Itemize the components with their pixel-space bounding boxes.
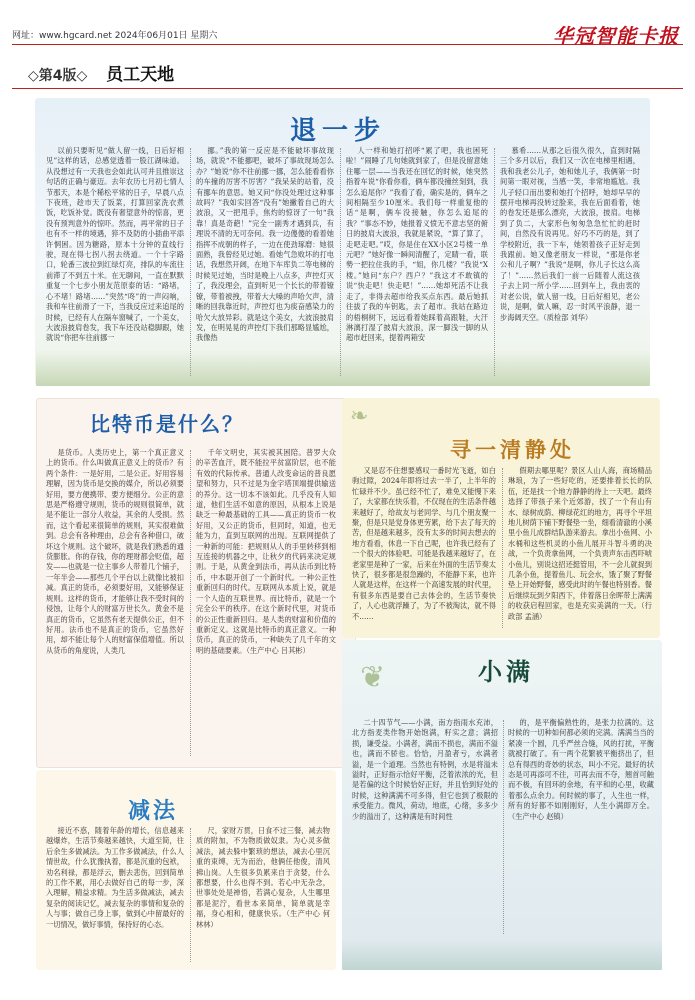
article-column — [352, 466, 496, 632]
plant-icon: ❦ — [360, 660, 386, 695]
article-title: 比特币是什么？ — [90, 412, 244, 436]
article-title: 减法 — [128, 799, 179, 824]
article-column — [346, 146, 488, 380]
article-text: 挪。”我的第一反应是不能破坏事故现场，就说“不能挪吧，破坏了事故现场怎么办？”她说“你不往前挪一挪，怎么能看看你的车撞的厉害不厉害？”我呆呆的站着，没有挪车的意思。她又问“你没处理过这种事故吗？”我如实回答“没有”她撇着自己的大波浪，又一把甩手，焦灼的惊讶了一句“我靠！真是奇葩！”完全一副秀才遇到兵，有理说不清的无可奈何。我一边傻傻的看着她指挥不成朝的样子，一边在使劲琢磨：她很面熟，我曾经见过她。看她气急败坏的打电话，我想然开阔，在地下车库负二等电梯的时候见过她，当时是晚上八点多，声控灯灭了，我没理会，直到听见一个长长的带着镣镣，带着被拽，带着大大嗓的声哈欠声，清晰的回我靠近时，声控灯也为痰奋感染力的哈欠大放异彩。就是这个美女，大波浪披肩发，在明晃晃的声控灯下我们那略显尴尬，我像热 — [196, 146, 334, 343]
leaf-icon: ❧ — [350, 404, 369, 429]
column-divider — [190, 148, 191, 376]
edition-marker: ◇第4版◇ — [28, 68, 88, 84]
article-column — [196, 146, 334, 380]
article-column — [46, 448, 184, 760]
article-text: 人一样和她打招呼“累了吧，我也困死啦！”闹睡了几句她就到家了，但是没留意她住哪一层——当我还在回忆的时候，她突然指着车说“你看你看，俩车都没撞丝刻到，我怎么追尾你？”我看了看，确实是的，俩车之间相隔至少10厘米。我们每一样重复他的话“是啊，俩车没接触，你怎么追尾的我？”事态不妙，她报着义愤无不意志坚的俯日的披肩大波浪，我就是紧说，“算了算了，走吧走吧。”哎，你是住在XX小区2号楼一单元吧？”她好像一瞬间清醒了，定睛一看，联勢一把拉住我的手，“姐，你几楼？”我说“X楼。”她问“东户？西户？”我这才不敢镇的说“快走吧！快走吧！”……她却死活不让我走了，非得去超市给我买点东西。最后她抓往拔了我的车钥匙，去了超市。我站在路边的梧桐树下，远远看着她踩着高跟鞋，大汗淋漓打湿了披肩大波浪，深一脚浅一脚的从超市赶回来，提着两箱安 — [346, 146, 488, 343]
article-column — [508, 718, 654, 938]
article-text: 慕希……从那之后很久很久，直到时隔三个多月以后，我们又一次在电梯里相遇，我和我老公儿子，她和她儿子，我俩第一时间第一眼对视，当感一笑，非常地尴尬。我儿子轻口而出要和她打个招呼，她却早早的摆开电梯再没转过脸来，我在后面看着，她的卷发还是那么漂亮，大波浪，披肩。电梯到了负二，大家形色匆匆急急忙忙的赶时间，自然没有说再见。好巧不巧的是，到了学校附近，我一下车，她领着孩子正好走到我跟前。她又像老朋友一样说，“那是你老公和儿子啊？”我说“是啊，你儿子长这么高了！”……然后我们一前一后随着人流这孩子去上同一所小学……回到车上，我由衷的对老公说，做人留一线，日后好相见，老公说，是啊，做人嘛，忍一时风平浪静，退一步海阔天空。（质检部 刘华） — [500, 146, 640, 322]
article-text: 假期去哪里呢？景区人山人海，商场精品琳琅，为了一些好吃的，还要排着长长的队伍，还是找一个地方静静的待上一天吧。最终选择了带孩子来个近郊游，找了一个有山有水、绿树成荫、柳绿花红的地方，再寻个平坦地儿树荫下铺下野餐垫一坐，细看清澈的小溪里小鱼儿成群结队游来游去。拿出小鱼网、小水桶和这些机灵的小鱼儿展开斗智斗勇的决战，一个负责拿鱼网，一个负责声东击西吓唬小鱼儿，别说这招还挺管用，不一会儿就捉到几条小鱼，提着鱼儿、玩会水，饿了聚了野餐垫上开始野餐，感受此时的午餐也特别香。餐后继续玩到夕阳西下，伴着落日余晖带上满满的收获启程回家，也是充实美满的一天。（行政部 孟涵） — [508, 466, 652, 621]
article-column — [46, 826, 184, 966]
article-text: 尺，家财万贯，日食不过三餐，减去物质的附加，不为物质做奴隶。为心灵多做减法，减去躲中繁琐的想法，减去心里沉重的束缚，无为而治，他俩任他俊，清风拂山岗。人生很多负累来自于贪婪，什么都想要，什么也得不到。若心中无杂念，世事处处是禅悟，若满心复杂，人生哪里都是泥泞，看世本来简单，简单就是幸福，身心相和，健康快乐。（生产中心 何林林） — [196, 826, 330, 929]
article-text: 的，是平衡偏熟性的，是张力拉满的。这时候的一切种如何都必须的完满。满满当当的紧凑一个圆，几乎严丝合缝，风的打扰，平衡就被打破了。有一两个花繁被平衡挤出了，但总有得西的奇妙的状态，叫小不完。最好的状态是可再添可不往，可再去而不夺，翘首可触而不极，有回环的余地，有平和的心里，收藏着那么点余力。何时候的事了，人生也一样，所有的好都不如刚刚好，人生小满即万全。（生产中心 赵镇） — [508, 718, 654, 821]
column-divider — [190, 450, 191, 756]
newspaper-logo: 华冠智能卡报 — [553, 24, 679, 48]
article-text: 千年文明史，其实被其困陪。普罗大众的辛苦血汗，既不能拉平贫富阶层，也不能有效的代际传承。普通人改变命运的普良愿望和努力，只不过是为金字塔顶端提供输送的养分。这一切本不该如此。几乎没有人知道，他们生活不如意的原因，从根本上说是缺乏一种最基础的工具——真正的货币一枚好用，又公正的货币，但同时，知道，也无能为力，直到互联网的出现。互联网提供了一种新的可能：把规则从人的手里转移到相互连接的机器之中，让秋夕的代码来决定规则。于是，从黄金到法币，再从法币到比特币，中本聪开创了一个新时代。一种公正性重新回归的时代。互联网从本质上说，就是一个人造的互联世界。而比特币，就是一个完全公平的秩序。在这个新时代里，对货币的公正性重新回归。是人类的财富和价值的重新定义。这就是比特币的真正意义。一种货币，真正的货币，一种缺失了几千年的文明的基础要素。（生产中心 吕其彬） — [196, 448, 336, 655]
column-divider — [494, 148, 495, 376]
edition-bar — [28, 60, 174, 85]
header-rule — [12, 44, 683, 45]
column-divider — [502, 468, 503, 628]
article-text: 又是忍不住想要感叹一番时光飞逝，如白驹过隙，2024年即将过去一半了，上半年的忙碌并不少。虽已经不忙了，难免又能慢下来了，大家都在快乐着，不仅现在的生活条件越来越好了，给故友与老同学、与几个朋友聚一聚，但是只是觉身体更劳累，给下去了每天的苦，但是越来越多，没有太多的时间去想去的地方看看，休息一下自己呢，也许我已经有了一个很大的体验吧。可能是我越来越好了，在老家里是种了一家，后来在外面的生活节奏太快了，很多都是很急躁的，不能静下来，也许人就是这样，在这样一个高速发展的时代里，有很多东西是要自己去体会的，生活节奏快了，人心也就浮躁了，为了不被淘汰，就不得不…… — [352, 466, 496, 621]
article-title: 寻一清静处 — [450, 438, 575, 462]
article-title: 退一步 — [290, 116, 387, 146]
article-text: 是货币。人类历史上，第一个真正意义上的货币。什么叫做真正意义上的货币？有两个条件：一是好用，二是公正。好用容易理解，因为货币是交换的媒介，所以必须要好用，要方便携带、要方便细分。公正的意思是严格遵守规则，货币的规则很简单，就是不能让一部分人收益，其余的人受损。然而，这个看起来很简单的规则，其实很难做到。总会有各种理由，总会有各种借口，破坏这个规则。这个破坏，就是我们熟悉的通货膨胀。你的存钱，你的理财都会贬值，超发——也就是一位主事乡人带着几个铺子，一年半会——那些几个平台以上就像比被扣减。真正的货币，必须要好用，又能够保证规则。这样的货币，才能够让我不受时间的侵蚀，让每个人的财富万世长久。黄金不是真正的货币，它虽然有老天提供公正，但不好用。法币也不是真正的货币，它虽然好用，却不能让每个人的财富保值增值。所以从货币的角度说，人类几 — [46, 448, 184, 655]
section-rule — [12, 88, 683, 89]
article-column — [500, 146, 640, 380]
article-text: 接近不惑，随着年龄的增长，信息越来越爆炸，生活节奏越来越快，大道至简，往后余生多做减法。为工作多做减法，什么人情世故，什么犹豫执着，都是沉重的包袱，劝名利禄，都是浮云，删去悲伤，回到简单的工作不累，用心去做好自己的每一步，深入理解，精益求精。为生活多做减法，减去复杂的阅读记忆，减去复杂的事情和复杂的人与事；做自己身上事，做到心中留最好的一切情况，做好事情，保持好的心态。 — [46, 826, 184, 929]
article-column — [196, 826, 330, 966]
water-decoration — [342, 940, 662, 970]
article-text: 以前只要听见“做人留一线，日后好相见”这样的话，总感觉透着一股江湖味道。从没想过有一天我也会如此认可并且推崇这句话的正确与豪迈。去年农历七月初七情人节那天，本是个稀松平常的日子，早晨八点下夜班，趁市天了饭菜，打算回家洗衣煮饭，吃饭补觉。既没有奢望意外的惊喜，更没有预判意外的惊吓。然而，再平常的日子也有不一样的境遇，猝不及防的小插曲平添许惘困。因为糖路，原本十分钟的直线行驶，现在得七拐八拐去绕道。一个十字路口，轮番三波拉到红绿灯亮，排队的车流往前滞了不到五十米。在无聊间，一直在默默重复一个七步小朋友范原泰的话：“路堵，心不堵！路堵……”突然“咚”的一声闷响，我和车往前滑了一下，当我反应过来追尾的时候，已经有人在隔车窗喊了，一个美女，大波浪披肩卷发，我下车还没站稳脚跟，她就说“你把车往前挪一 — [46, 146, 184, 343]
article-title: 小满 — [478, 658, 534, 686]
column-divider — [190, 828, 191, 962]
page-url-date: 网址：www.hgcard.net 2024年06月01日 星期六 — [12, 31, 218, 41]
article-column — [508, 466, 652, 632]
article-column — [352, 718, 498, 938]
column-divider — [503, 720, 504, 934]
article-text: 二十四节气——小满，南方指雨水充沛，北方指麦类作物开始饱满，籽实之意；满招损，谦受益。小满者，满而不损也，满而不溢也，满而不骄也。恰恰，月盈者亏，水满者溢，是一个道理。当然也有特例，水是将溢未溢时，正好指示恰好平衡，泛着浓浓的光，但是若偏的这个时候恰好正好，并且恰到好处的时候，这种满满不可多得，但它也到了极限的承受能力。微风，荷动，地底，心绪，多多少少的溢出了，这种满是有时间性 — [352, 718, 498, 821]
section-title: 员工天地 — [106, 65, 175, 85]
article-column — [46, 146, 184, 380]
column-divider — [340, 148, 341, 376]
article-column — [196, 448, 336, 760]
